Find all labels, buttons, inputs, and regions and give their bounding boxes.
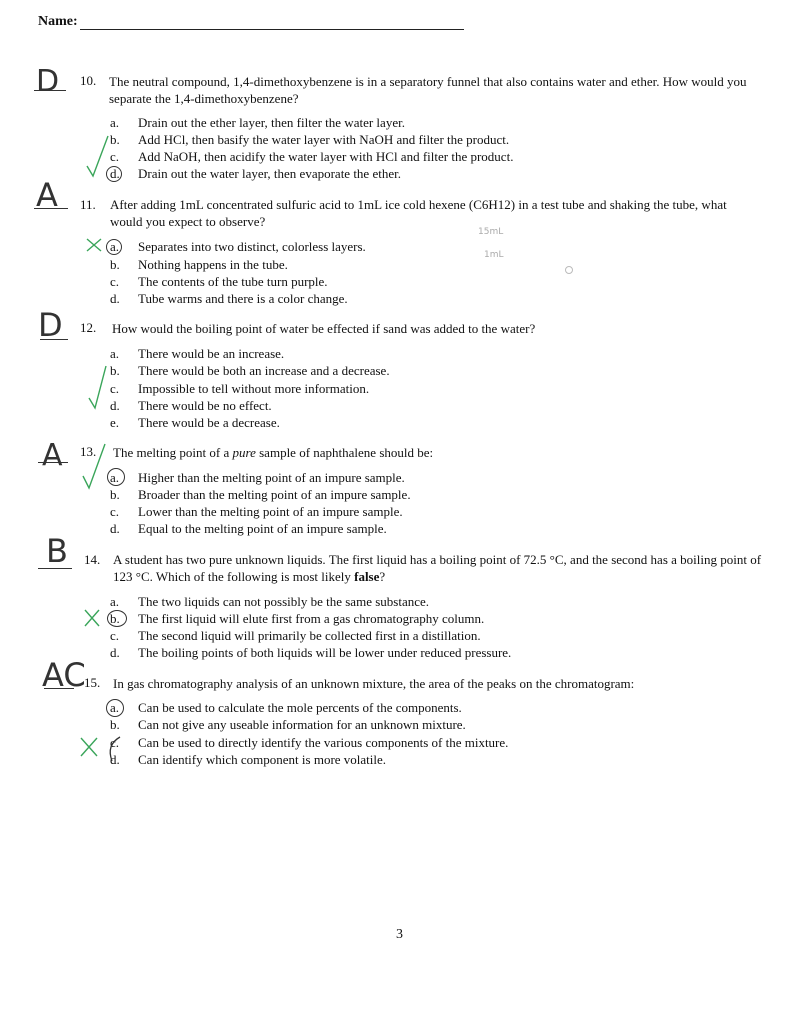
option-c: c. Add NaOH, then acidify the water layer with HCl and filter the product. — [110, 149, 514, 164]
selected-circle — [106, 239, 122, 255]
x-mark-icon — [78, 734, 102, 760]
answer-underline — [44, 688, 74, 689]
answer-mark: B — [46, 532, 68, 570]
selected-circle — [107, 468, 125, 486]
question-number: 11. — [80, 197, 96, 212]
selected-circle — [106, 699, 124, 717]
answer-mark: AC — [42, 656, 86, 694]
question-text: How would the boiling point of water be effected if sand was added to the water? — [112, 321, 536, 336]
x-mark-icon — [84, 236, 104, 254]
bracket-mark — [102, 733, 126, 765]
option-c: c. The contents of the tube turn purple. — [110, 274, 328, 289]
option-a: a. Drain out the ether layer, then filter the water layer. — [110, 115, 405, 130]
option-b: b. Nothing happens in the tube. — [110, 257, 288, 272]
option-c: c. Lower than the melting point of an impure sample. — [110, 504, 403, 519]
option-d: d. There would be no effect. — [110, 398, 272, 413]
selected-circle — [107, 610, 127, 627]
option-d: d. Drain out the water layer, then evaporate the ether. — [110, 166, 401, 181]
option-a: a. Higher than the melting point of an impure sample. — [110, 470, 405, 485]
option-b: b. There would be both an increase and a decrease. — [110, 363, 390, 378]
answer-underline — [34, 208, 68, 209]
x-mark-icon — [82, 607, 102, 629]
question-text: The melting point of a pure sample of naphthalene should be: — [113, 445, 434, 460]
answer-underline — [34, 90, 66, 91]
answer-mark: A — [42, 438, 63, 473]
option-a: a. Separates into two distinct, colorless layers. — [110, 239, 366, 254]
option-a: a. The two liquids can not possibly be the same substance. — [110, 594, 430, 609]
answer-mark: A — [36, 176, 58, 214]
name-label: Name: — [38, 14, 78, 29]
option-c: c. Can be used to directly identify the various components of the mixture. — [110, 735, 509, 750]
answer-mark: D — [36, 64, 60, 99]
option-b: b. Add HCl, then basify the water layer with NaOH and filter the product. — [110, 132, 510, 147]
answer-underline — [38, 568, 72, 569]
name-field-line — [80, 29, 464, 30]
answer-underline — [40, 339, 68, 340]
answer-mark: D — [38, 306, 63, 344]
answer-underline — [38, 462, 68, 463]
question-text: In gas chromatography analysis of an unknown mixture, the area of the peaks on the chromatogram: — [113, 676, 635, 691]
checkmark-icon — [80, 440, 108, 492]
question-number: 13. — [80, 444, 97, 459]
option-d: d. Equal to the melting point of an impure sample. — [110, 521, 387, 536]
checkmark-icon — [86, 362, 108, 412]
option-d: d. Tube warms and there is a color change. — [110, 291, 348, 306]
option-c: c. The second liquid will primarily be collected first in a distillation. — [110, 628, 481, 643]
pencil-note: 15mL — [478, 227, 504, 237]
page-number: 3 — [396, 927, 403, 942]
option-d: d. The boiling points of both liquids will be lower under reduced pressure. — [110, 645, 512, 660]
option-a: a. There would be an increase. — [110, 346, 285, 361]
option-c: c. Impossible to tell without more information. — [110, 381, 370, 396]
option-b: b. Can not give any useable information for an unknown mixture. — [110, 717, 466, 732]
option-b: b. Broader than the melting point of an impure sample. — [110, 487, 411, 502]
option-a: a. Can be used to calculate the mole percents of the components. — [110, 700, 462, 715]
question-number: 15. — [84, 675, 101, 690]
option-d: d. Can identify which component is more volatile. — [110, 752, 387, 767]
pencil-note: 1mL — [484, 250, 504, 260]
question-number: 14. — [84, 552, 101, 567]
pencil-circle — [565, 266, 573, 274]
question-number: 12. — [80, 320, 97, 335]
option-e: e. There would be a decrease. — [110, 415, 280, 430]
option-b: b. The first liquid will elute first from a gas chromatography column. — [110, 611, 485, 626]
question-text: The neutral compound, 1,4-dimethoxybenzene is in a separatory funnel that also contains water and ether. How would you separate the 1,4-dimethoxybenzene? — [109, 74, 747, 106]
question-number: 10. — [80, 73, 97, 88]
question-text: A student has two pure unknown liquids. The first liquid has a boiling point of 72.5 °C, and the second has a boiling point of 123 °C. Which of the following is most likely false? — [113, 552, 762, 584]
question-text: After adding 1mL concentrated sulfuric acid to 1mL ice cold hexene (C6H12) in a test tube and shaking the tube, what would you expect to observe? — [110, 197, 727, 229]
checkmark-icon — [84, 132, 110, 180]
